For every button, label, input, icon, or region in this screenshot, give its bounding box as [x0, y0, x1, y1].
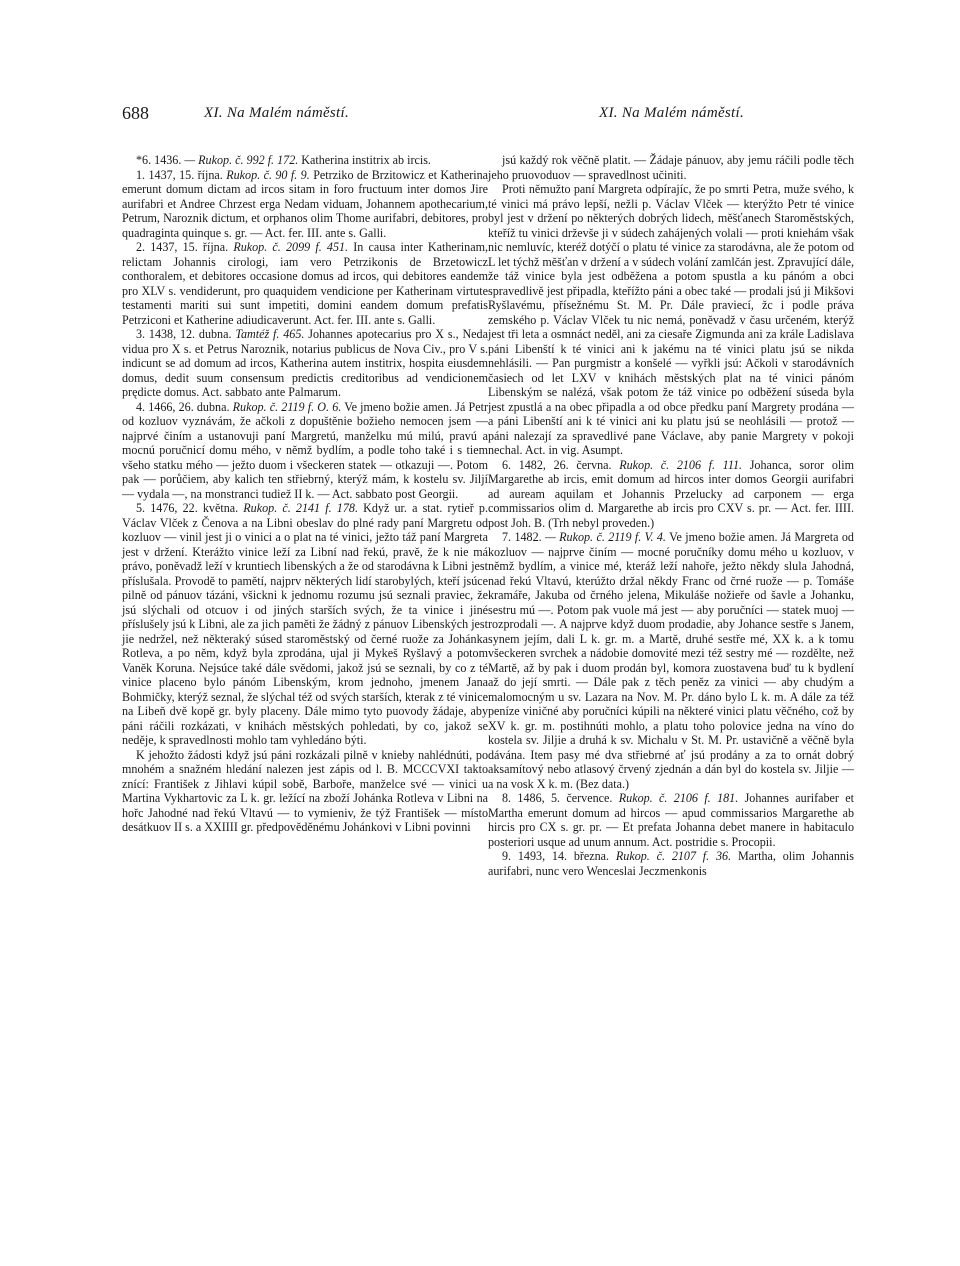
entry-paragraph	[122, 501, 488, 748]
entry-text: Ve jmeno božie amen. Já Margreta od kozluov — najprve činím — mocné poručníky domu mého u kozluov, v němž bydlím, a vinice mé, kteráž leží nahoře, ježto někdy slula Jahodná, nad řekú Vltavú, kterúžto držal někdy Franc od črné ruože — p. Tomáše kramáře, Jakuba od črného jelena, Mikuláše nožieře od šavle a Johanku, sestru mú —. Potom pak vuole má jest — aby poručníci — statek muoj — rozprodali —. A najprve když duom prodadie, aby Johance sestře s Janem, synem jejím, dali L k. gr. m. a Martě, druhé sestře mé, XX k. a k tomu všeckeren svrchek a nádobie domovité mezi též sestry mé — rozdělte, než Martě, až by pak i duom prodán byl, komora zuostavena buď tu k bydlení až do její smrti. — Dále pak z těch peněz za vinici — aby chudým a malomocným u sv. Lazara na Nov. M. Pr. dáno bylo L k. m. A dále za též peníze viničné aby poručníci kúpili na některé vinici platu věčného, což by XV k. gr. m. postihnúti mohlo, a platu toho polovice jedna na víno do kostela sv. Jiljie a druhá k sv. Michalu v St. M. Pr. ustavičně a věčně byla dávána. Item pasy mé dva střiebrné ať jsú prodány a za to ornát dobrý aksamítový nebo atlasový črvený zjednán a dán byl do kostela sv. Jiljie — a na vosk X k. m. (Bez data.)	[488, 530, 854, 791]
entry-text: In causa inter Katherinam, relictam Johannis cirologi, iam vero Petrzikonis de Brzetowicz conthoralem, et debitores occasione domus ad ircos, qui debitores eandem pro XLV s. vendiderunt, pro quaquidem vendicione per Katherinam virtute testamenti mariti sui sunt impetiti, domini eandem domum prefatis Petrziconi et Katherine adiudicaverunt. Act. fer. III. ante s. Galli.	[122, 240, 489, 327]
entry-text: Johannes apotecarius pro X s., Neda vidua pro X s. et Petrus Naroznik, notarius publicus de Nova Civ., pro V s. indicunt se ad domum ad ircos, Katherina autem institrix, hospita eiusdem domus, dedit suum consensum predictis creditoribus ad vendicionem prędicte domus. Act. sabbato ante Palmarum.	[122, 327, 488, 399]
entry-number: 4. 1466, 26. dubna.	[136, 399, 230, 414]
entry-text: Ve jmeno božie amen. Já Petr od kozluov vyznávám, že ačkoli z dopuštěnie božieho nemocen jsem — najprvé činím a ustanovuji paní Margretú, manželku mú milú, pravú a mocnú poručnicí domu mého, v němž bydlím, a podle toho také i s tiem všeho statku mého — ježto duom i všeckeren statek — otkazuji —. Potom pak — porůčiem, aby kalich ten střiebrný, kterýž mám, k kostelu sv. Jiljí — vydala —, na monstranci tudiež II k. — Act. sabbato post Georgii.	[122, 399, 488, 501]
entry-text: jsú každý rok věčně platit. — Žádaje pánuov, aby jemu ráčili podle těch jeho pruovoduov — spravedlnost učiniti.	[488, 153, 854, 182]
manuscript-reference: Rukop. č. 2099 f. 451.	[233, 240, 349, 254]
entry-number: 2. 1437, 15. října.	[136, 240, 229, 254]
entry-number: 5. 1476, 22. května.	[136, 501, 239, 515]
entry-number: 7. 1482.	[502, 530, 542, 544]
manuscript-reference: Rukop. č. 2141 f. 178.	[243, 501, 358, 515]
page-number: 688	[122, 103, 149, 123]
running-title-left: XI. Na Malém náměstí.	[204, 105, 350, 121]
manuscript-reference: — Rukop. č. 2119 f. V. 4.	[545, 530, 666, 544]
entry-paragraph	[122, 400, 488, 502]
entry-text: Petrziko de Brzitowicz et Katherina emerunt domum dictam ad ircos sitam in foro fructuum inter domos Jire aurifabri et Andree Chrzest erga Nedam viduam, Johannem apothecarium, Petrum, Naroznik dictum, et orphanos olim Thome aurifabri, debitores, pro quadraginta quinque s. gr. — Act. fer. III. ante s. Galli.	[122, 167, 489, 240]
entry-text: Když ur. a stat. rytieř p. Václav Vlček z Čenova a na Libni obeslav do plné rady paní Margretu od kozluov — vinil jest ji o vinici a o plat na té vinici, ježto táž paní Margreta jest v držení. Kterážto vinice leží za Libní nad řekú, pravě, že k nie má právo, poněvadž leží v kruntiech libenských a že od starodávna k Libni jest příslušala. Provodě to pamětí, najprv některých lidí starobylých, kteří jsúce pilně od pánuov tázáni, všickni k jednomu rozumu jsú seznali praviec, že jsú slýchali od otcuov i od jiných starších svých, že ta vinice i jiné příslušely jsú k Libni, ale za jich paměti že žádný z pánuov Libenských jest jie nedržel, než některaký súsed staroměstský od černé ruože za Johánka Rotleva, a po něm, když byla zprodána, ujal ji Mykeš Ryšlavý a potom Vaněk Koruna. Nejsúce také dále svědomi, jakož jsú se seznali, by co z té vinice placeno bylo pánóm Libenským, krom jednoho, jmenem Jana Bohmičky, kterýž seznal, že slýchal též od svých starších, kterak z té vinice na Libeň dvě kopě gr. byly placeny. Dále mimo tyto puovody žádaje, aby páni ráčili rozkázati, v knihách městských pohledati, by co, jakož se neděje, k spravedlnosti mohlo tam vyhledáno býti.	[122, 501, 488, 747]
manuscript-reference: — Rukop. č. 992 f. 172.	[184, 153, 299, 167]
entry-paragraph	[488, 530, 854, 791]
entry-number: 8. 1486, 5. července.	[502, 791, 613, 805]
entry-paragraph	[122, 748, 488, 835]
entry-text: Johanca, soror olim Margarethe ab ircis, emit domum ad hircos inter domos Georgii aurifabri ad auream aquilam et Johannis Przelucky ad carponem — erga commissarios olim d. Margarethe ab ircis pro CXV s. pr. — Act. fer. IIII. post Joh. B. (Trh nebyl proveden.)	[488, 457, 855, 530]
page-header	[122, 103, 854, 133]
entry-number: 9. 1493, 14. března.	[502, 849, 610, 863]
manuscript-reference: Rukop. č. 2106 f. 111.	[619, 457, 743, 472]
entry-number: 1. 1437, 15. října.	[136, 167, 223, 182]
manuscript-reference: Rukop. č. 2119 f. O. 6.	[232, 399, 342, 414]
entry-number: 6. 1482, 26. června.	[502, 457, 612, 472]
entry-number: *6. 1436.	[136, 153, 182, 167]
entry-text: Proti němužto paní Margreta odpírajíc, že po smrti Petra, muže svého, k té vinici má právo lepší, nežli p. Václav Vlček — kterýžto Petr té vinice byl jest v držení po některých dobrých lidech, měšťanech Staroměstských, kteříž tu vinici drževše ji v súdech zahájených volali — proti kniehám však nic nemluvíc, kteréž dotýčí o platu té vinice za starodávna, ale že potom od L let týchž měšťan v držení a v súdech volání zamlčán jest. Zpravující dále, že táž vinice byla jest odběžena a potom spustla a ku pánóm a obci spravedlivě jest připadla, kteřížto páni a obec také — prodali jsú ji Mikšovi Ryšlavému, přísežnému St. M. Pr. Dále praviecí, žc i podle práva zemského p. Václav Vlček tu nic nemá, poněvadž v času určeném, kterýž jest tři leta a osmnáct neděl, ani za ciesaře Zigmunda ani za krále Ladislava páni Libenští k té vinici ani k jakému na té vinici platu jsú se nikda nehlásili. — Pan purgmistr a konšelé — vyřkli jsú: Ačkoli v starodávních časiech od let LXV v knihách městských plat na té vinici pánóm Libenským se nalézá, však potom že táž vinice po odběžení súseda byla jest zpustlá a na obec připadla a od obce předku paní Margrety prodána — a páni Libenští ani k té vinici ani ku platu jsú se neohlásili — protož — páni nalezají za spravedlivé pane Václave, aby panie Margrety v pokoji nechal. Act. in vig. Asumpt.	[488, 182, 854, 457]
entry-paragraph	[488, 458, 854, 531]
entry-paragraph	[122, 168, 488, 241]
entry-text: Katherina institrix ab ircis.	[301, 153, 431, 167]
entry-number: 3. 1438, 12. dubna.	[136, 327, 232, 341]
left-column	[122, 153, 488, 835]
entry-paragraph	[122, 153, 488, 168]
manuscript-reference: Rukop. č. 2107 f. 36.	[615, 849, 732, 863]
entry-text: Johannes aurifaber et Martha emerunt domum ad hircos — apud commissarios Margarethe ab hircis pro CX s. gr. pr. — Et prefata Johanna debet manere in habitaculo posteriori usque ad unum annum. Act. postridie s. Procopii.	[488, 791, 855, 849]
entry-paragraph	[488, 849, 854, 878]
entry-text: K jehožto žádosti když jsú páni rozkázali pilně v knieby nahlédnúti, po mnohém a snažném hledání nalezen jest zápis od l. B. MCCCVXI takto znící: František z Jihlavi kúpil sobě, Barboře, manželce své — vinici u Martina Vykhartovic za L k. gr. ležící na zboží Johánka Rotleva v Libni na hořc Jahodné nad řekú Vltavú — to vymieniv, že týž František — místo desátkuov II s. a XXIIII gr. předpověděnému Johánkovi v Libni povinni	[122, 747, 488, 834]
entry-paragraph	[122, 327, 488, 400]
entry-paragraph	[488, 182, 854, 458]
manuscript-reference: Tamtéž f. 465.	[235, 327, 305, 341]
entry-paragraph	[488, 153, 854, 182]
manuscript-reference: Rukop. č. 90 f. 9.	[226, 167, 310, 182]
right-column	[488, 153, 854, 878]
running-title-right: XI. Na Malém náměstí.	[599, 105, 745, 121]
entry-paragraph	[122, 240, 488, 327]
entry-paragraph	[488, 791, 854, 849]
manuscript-reference: Rukop. č. 2106 f. 181.	[618, 791, 739, 805]
entry-text: Martha, olim Johannis aurifabri, nunc vero Wenceslai Jeczmenkonis	[488, 849, 855, 878]
